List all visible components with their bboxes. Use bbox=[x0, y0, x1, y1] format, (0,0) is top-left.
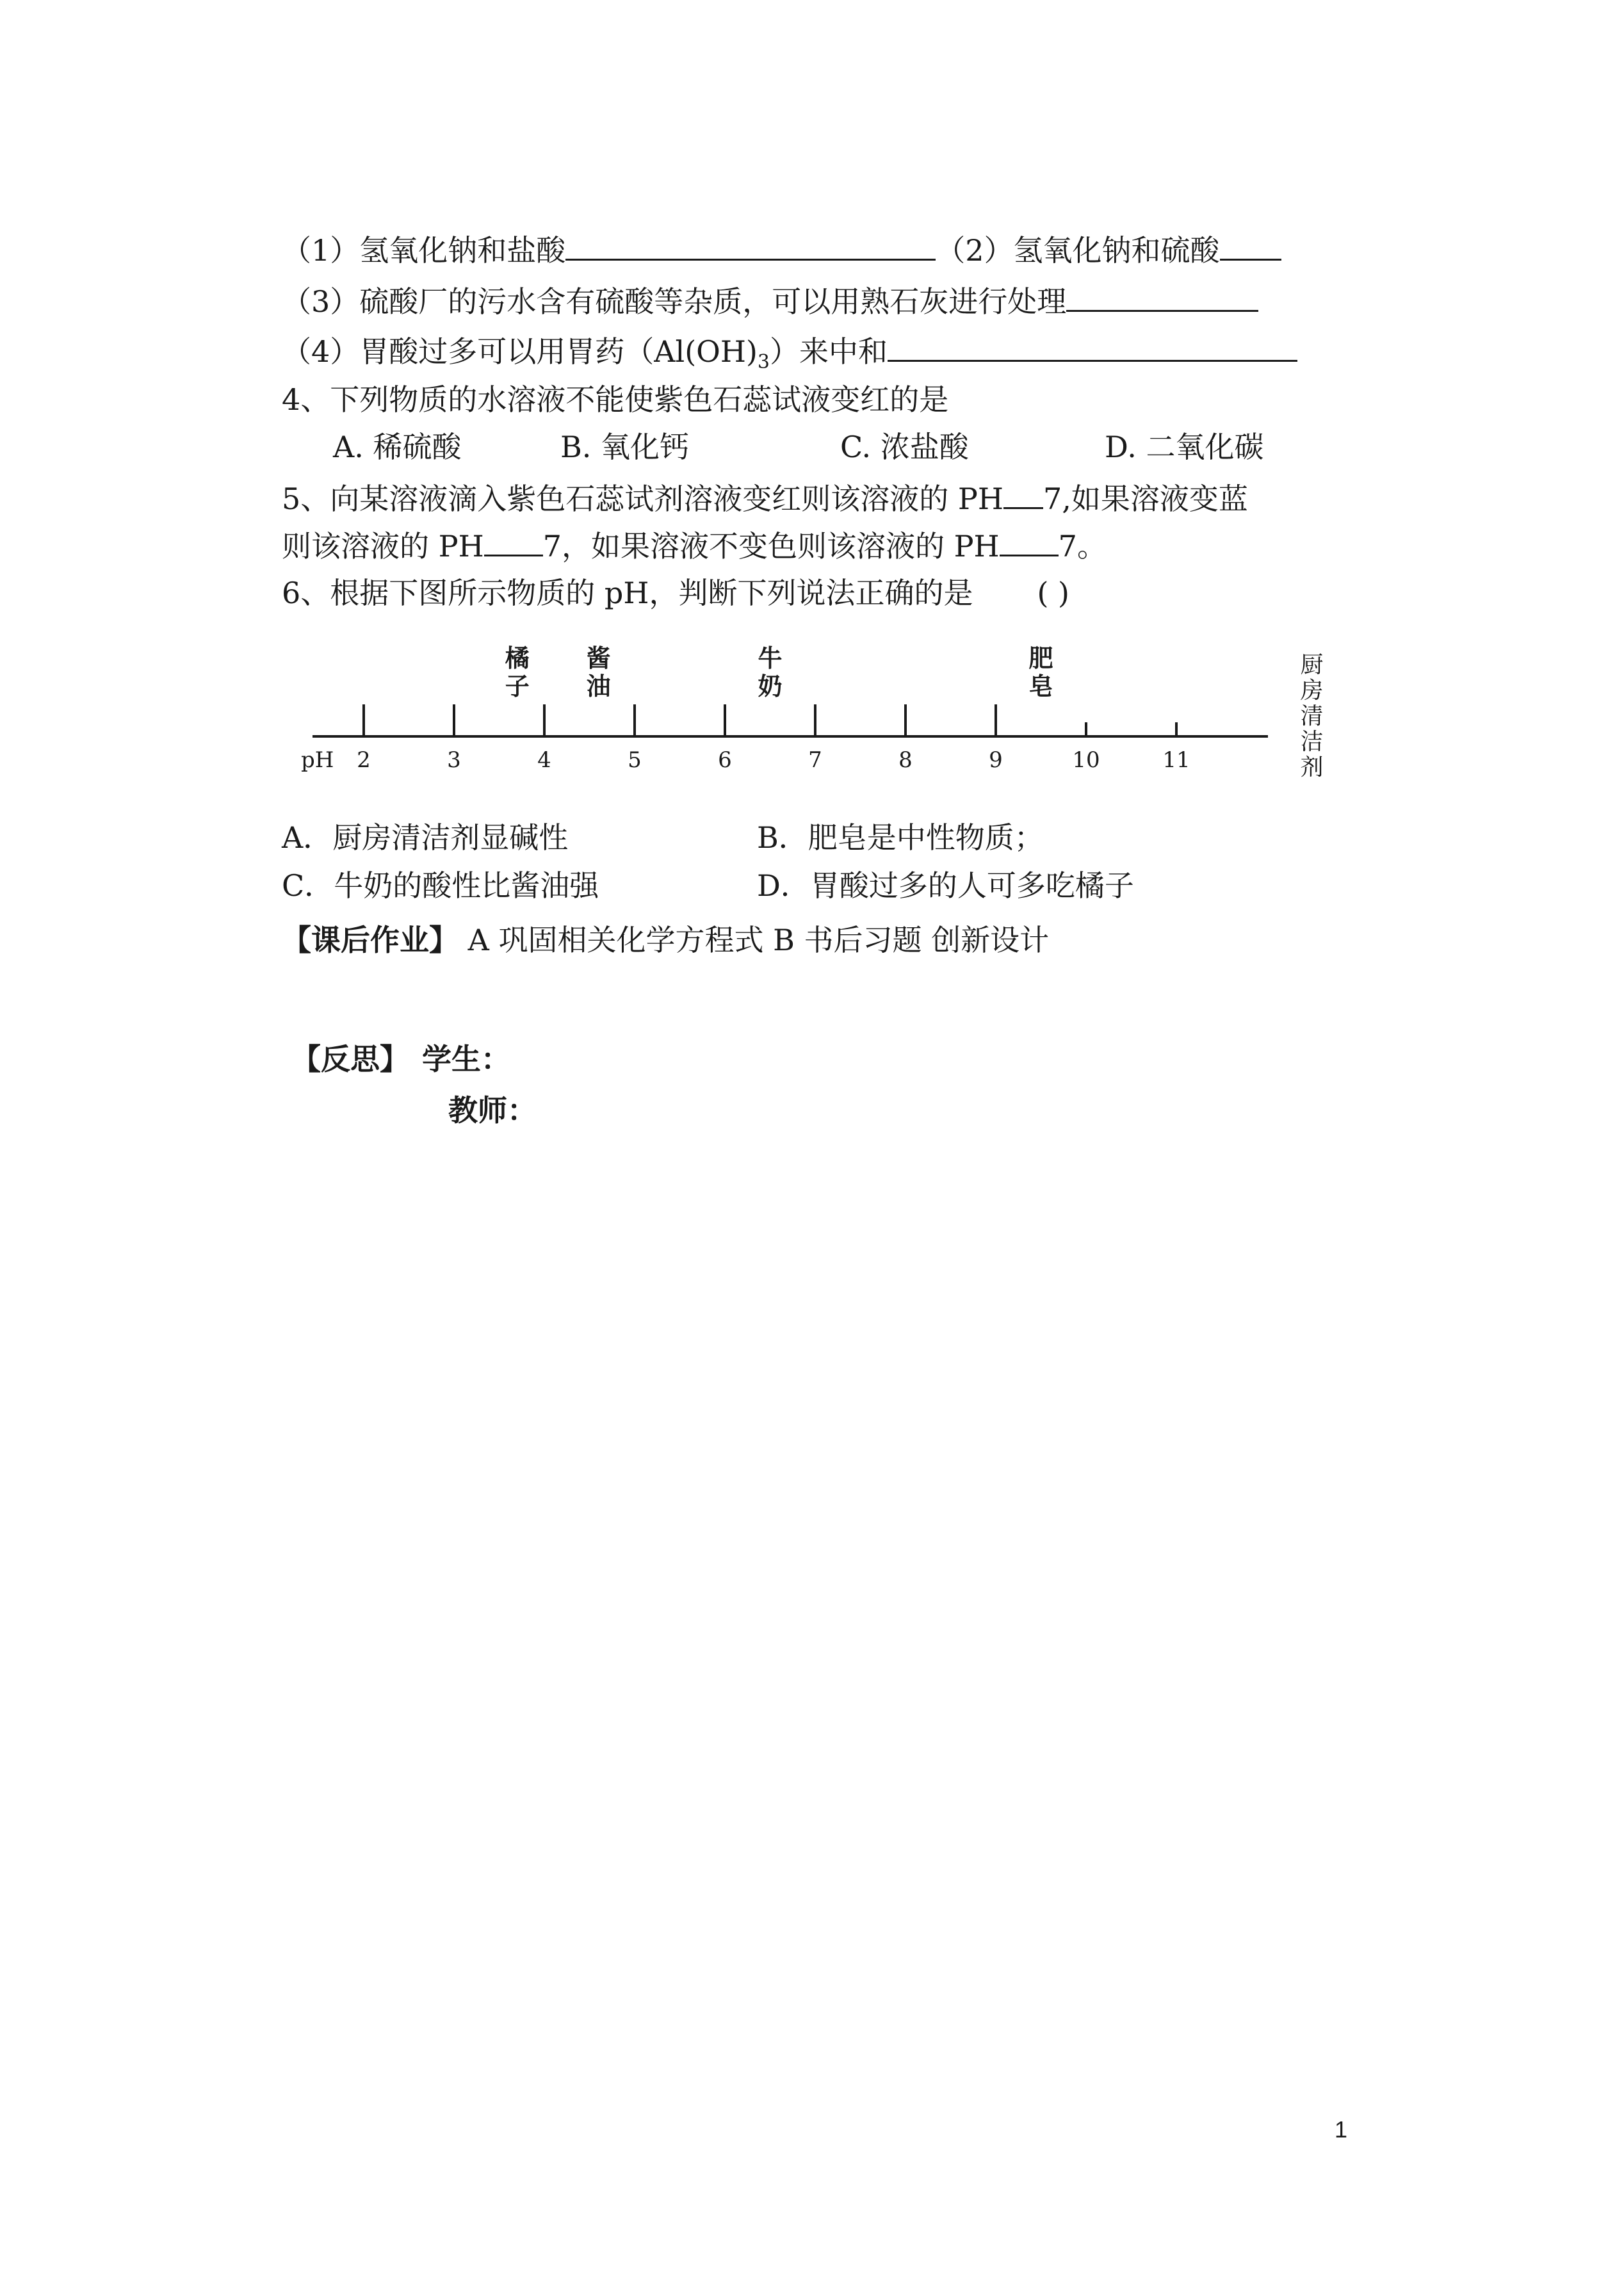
ph-scale-figure bbox=[301, 631, 1324, 797]
ph-tick-label: 3 bbox=[447, 747, 461, 773]
q4-stem: 4、下列物质的水溶液不能使紫色石蕊试液变红的是 bbox=[282, 382, 949, 417]
q5-line-2 bbox=[282, 526, 1107, 564]
answer-blank[interactable] bbox=[484, 526, 543, 556]
q5-text-3: 则该溶液的 PH bbox=[282, 529, 484, 564]
substance-label: 酱 bbox=[586, 644, 611, 672]
q4-option-a[interactable]: A. 稀硫酸 bbox=[333, 430, 462, 464]
ph-tick-label: 7 bbox=[808, 747, 822, 773]
answer-blank[interactable] bbox=[888, 332, 1297, 362]
ph-tick-label: 5 bbox=[628, 747, 642, 773]
q6-option-d[interactable]: D．胃酸过多的人可多吃橘子 bbox=[757, 868, 1134, 903]
q5-text-1: 5、向某溶液滴入紫色石蕊试剂溶液变红则该溶液的 PH bbox=[282, 482, 1003, 516]
q3-line-1 bbox=[282, 231, 1281, 268]
answer-blank[interactable] bbox=[1220, 231, 1281, 261]
q3-line-3 bbox=[282, 332, 1297, 380]
answer-blank[interactable] bbox=[1003, 479, 1043, 509]
ph-tick-label: 2 bbox=[357, 747, 371, 773]
q4-option-c[interactable]: C. 浓盐酸 bbox=[840, 430, 969, 464]
substance-label: 油 bbox=[586, 672, 611, 701]
answer-blank[interactable] bbox=[1000, 526, 1059, 556]
q4-option-d[interactable]: D. 二氧化碳 bbox=[1105, 430, 1264, 464]
substance-label: 洁 bbox=[1300, 729, 1324, 755]
homework-line bbox=[282, 922, 1049, 958]
answer-parentheses[interactable]: ( ) bbox=[1037, 576, 1069, 610]
q5-line-1 bbox=[282, 479, 1248, 517]
reflection-student: 学生： bbox=[422, 1042, 510, 1076]
ph-tick-label: 8 bbox=[898, 747, 913, 773]
substance-label: 皂 bbox=[1028, 672, 1053, 701]
ph-tick-label: 11 bbox=[1162, 747, 1190, 773]
q4-option-b[interactable]: B. 氧化钙 bbox=[560, 430, 690, 464]
answer-blank[interactable] bbox=[565, 231, 936, 261]
page-number: 1 bbox=[1334, 2116, 1347, 2143]
substance-label: 厨 bbox=[1300, 652, 1324, 678]
substance-label: 房 bbox=[1300, 677, 1324, 704]
q6-option-b[interactable]: B．肥皂是中性物质； bbox=[757, 820, 1044, 855]
q6-stem-text: 6、根据下图所示物质的 pH，判断下列说法正确的是 bbox=[282, 576, 973, 610]
q5-text-2: 7,如果溶液变蓝 bbox=[1043, 482, 1248, 516]
q5-text-5: 7。 bbox=[1058, 529, 1107, 564]
substance-label: 橘 bbox=[505, 644, 530, 672]
substance-label: 肥 bbox=[1028, 644, 1053, 672]
q6-option-a[interactable]: A．厨房清洁剂显碱性 bbox=[282, 820, 569, 855]
q6-stem bbox=[282, 575, 1069, 611]
ph-axis-label: pH bbox=[301, 747, 334, 773]
ph-tick-label: 6 bbox=[718, 747, 732, 773]
homework-label: 【课后作业】 bbox=[282, 923, 459, 957]
reflection-line bbox=[291, 1041, 510, 1077]
q3-item-4-end: ）来中和 bbox=[770, 334, 888, 369]
reflection-label: 【反思】 bbox=[291, 1042, 409, 1076]
substance-label: 清 bbox=[1300, 703, 1324, 729]
q5-text-4: 7，如果溶液不变色则该溶液的 PH bbox=[542, 529, 1000, 564]
subscript: 3 bbox=[757, 351, 770, 374]
q3-item-3: （3）硫酸厂的污水含有硫酸等杂质，可以用熟石灰进行处理 bbox=[282, 284, 1067, 319]
q3-line-2 bbox=[282, 282, 1258, 320]
q6-option-c[interactable]: C．牛奶的酸性比酱油强 bbox=[282, 868, 599, 903]
substance-label: 剂 bbox=[1300, 754, 1324, 781]
q3-item-4: （4）胃酸过多可以用胃药（Al(OH) bbox=[282, 334, 758, 369]
q3-item-1: （1）氢氧化钠和盐酸 bbox=[282, 233, 566, 268]
substance-label: 子 bbox=[505, 672, 530, 701]
ph-tick-label: 10 bbox=[1072, 747, 1100, 773]
reflection-teacher: 教师： bbox=[448, 1093, 537, 1128]
answer-blank[interactable] bbox=[1066, 282, 1258, 312]
substance-label: 牛 bbox=[758, 644, 783, 672]
q3-item-2: （2）氢氧化钠和硫酸 bbox=[936, 233, 1220, 268]
substance-label: 奶 bbox=[758, 672, 783, 701]
ph-tick-label: 9 bbox=[989, 747, 1003, 773]
ph-tick-label: 4 bbox=[537, 747, 551, 773]
homework-text: A 巩固相关化学方程式 B 书后习题 创新设计 bbox=[459, 923, 1050, 957]
